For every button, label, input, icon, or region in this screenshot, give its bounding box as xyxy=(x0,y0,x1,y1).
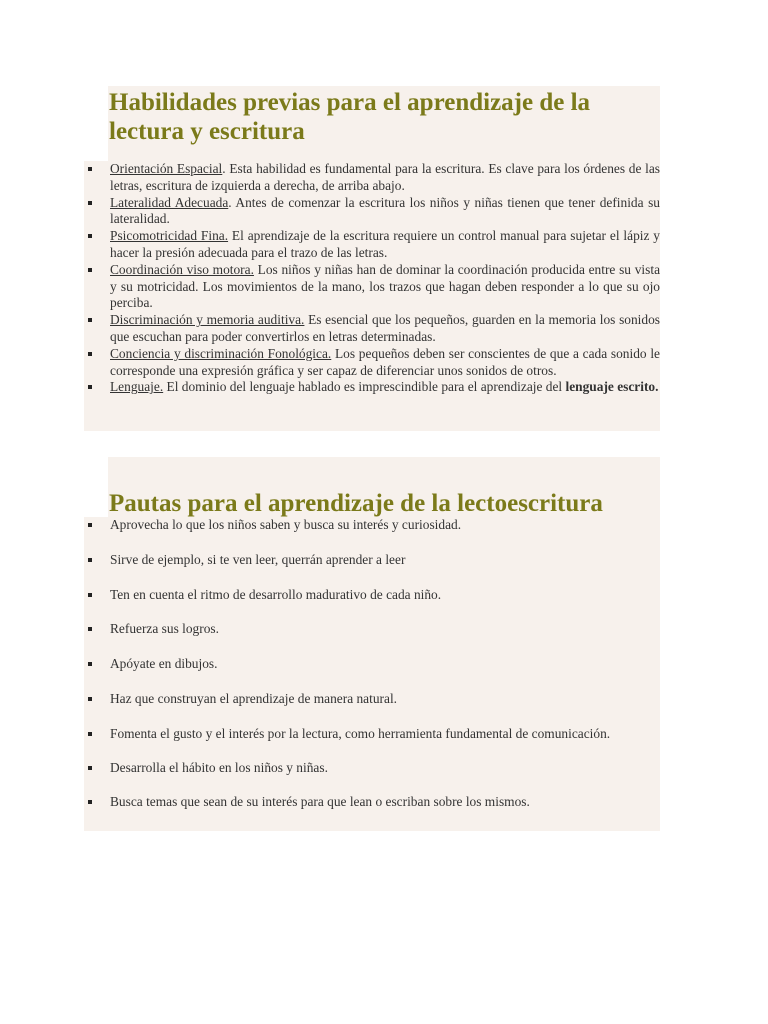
list-item xyxy=(84,760,660,777)
list-item xyxy=(84,726,660,743)
list-item xyxy=(84,517,660,534)
skill-description: El dominio del lenguaje hablado es imprescindible para el aprendizaje del xyxy=(163,379,566,395)
guidelines-list xyxy=(84,517,660,829)
list-item xyxy=(84,379,660,396)
bullet-icon xyxy=(88,662,92,666)
skill-term: Coordinación viso motora. xyxy=(110,261,254,277)
list-item xyxy=(84,587,660,604)
bullet-icon xyxy=(88,558,92,562)
skill-description: Es esencial que los pequeños, guarden en la memoria los sonidos que escuchan para poder convertirlos en letras determinadas. xyxy=(110,312,660,344)
bullet-icon xyxy=(88,385,92,389)
prior-skills-list xyxy=(84,161,660,396)
list-item xyxy=(84,228,660,262)
skill-term: Psicomotricidad Fina. xyxy=(110,228,229,244)
skill-term: Discriminación y memoria auditiva. xyxy=(110,312,305,328)
bullet-icon xyxy=(88,732,92,736)
skill-term: Lenguaje. xyxy=(110,379,164,395)
list-item xyxy=(84,794,660,811)
list-item xyxy=(84,262,660,312)
bullet-icon xyxy=(88,593,92,597)
bullet-icon xyxy=(88,523,92,527)
section1-heading: Habilidades previas para el aprendizaje de la lectura y escritura xyxy=(109,89,591,145)
list-item xyxy=(84,346,660,380)
bullet-icon xyxy=(88,697,92,701)
list-item xyxy=(84,312,660,346)
bullet-icon xyxy=(88,766,92,770)
bullet-icon xyxy=(88,234,92,238)
skill-description: . Esta habilidad es fundamental para la escritura. Es clave para los órdenes de las letras, escritura de izquierda a derecha, de arriba abajo. xyxy=(110,161,660,193)
skill-description: Los niños y niñas han de dominar la coordinación producida entre su vista y su motricidad. Los movimientos de la mano, los trazos que hagan deben responder a lo que su ojo perciba. xyxy=(110,261,661,311)
skill-description: . Antes de comenzar la escritura los niños y niñas tienen que tener definida su lateralidad. xyxy=(110,194,660,227)
list-item xyxy=(84,656,660,673)
skill-term: Lateralidad Adecuada xyxy=(110,194,229,210)
skill-description: El aprendizaje de la escritura requiere un control manual para sujetar el lápiz y hacer la presión adecuada para el trazo de las letras. xyxy=(110,228,661,260)
list-item xyxy=(84,691,660,708)
skill-term: Conciencia y discriminación Fonológica. xyxy=(110,345,332,361)
guideline-text: Busca temas que sean de su interés para que lean o escriban sobre los mismos. xyxy=(110,794,530,810)
guideline-text: Desarrolla el hábito en los niños y niñas. xyxy=(110,759,328,775)
list-item xyxy=(84,621,660,638)
list-item xyxy=(84,195,660,229)
guideline-text: Refuerza sus logros. xyxy=(110,621,219,637)
bullet-icon xyxy=(88,627,92,631)
list-item xyxy=(84,161,660,195)
bullet-icon xyxy=(88,201,92,205)
guideline-text: Apóyate en dibujos. xyxy=(110,656,218,672)
guideline-text: Ten en cuenta el ritmo de desarrollo madurativo de cada niño. xyxy=(110,586,442,602)
bullet-icon xyxy=(88,268,92,272)
bullet-icon xyxy=(88,318,92,322)
bullet-icon xyxy=(88,352,92,356)
list-item xyxy=(84,552,660,569)
section2-heading: Pautas para el aprendizaje de la lectoescritura xyxy=(109,490,603,517)
guideline-text: Fomenta el gusto y el interés por la lectura, como herramienta fundamental de comunicación. xyxy=(110,725,611,741)
skill-term: Orientación Espacial xyxy=(110,161,223,176)
guideline-text: Sirve de ejemplo, si te ven leer, querrán aprender a leer xyxy=(110,551,406,567)
guideline-text: Aprovecha lo que los niños saben y busca su interés y curiosidad. xyxy=(110,517,462,532)
guideline-text: Haz que construyan el aprendizaje de manera natural. xyxy=(110,690,398,706)
skill-bold-text: lenguaje escrito. xyxy=(565,379,659,395)
bullet-icon xyxy=(88,800,92,804)
bullet-icon xyxy=(88,167,92,171)
skill-description: Los pequeños deben ser conscientes de que a cada sonido le corresponde una expresión gráfica y ser capaz de diferenciar unos sonidos de otros. xyxy=(110,345,660,378)
